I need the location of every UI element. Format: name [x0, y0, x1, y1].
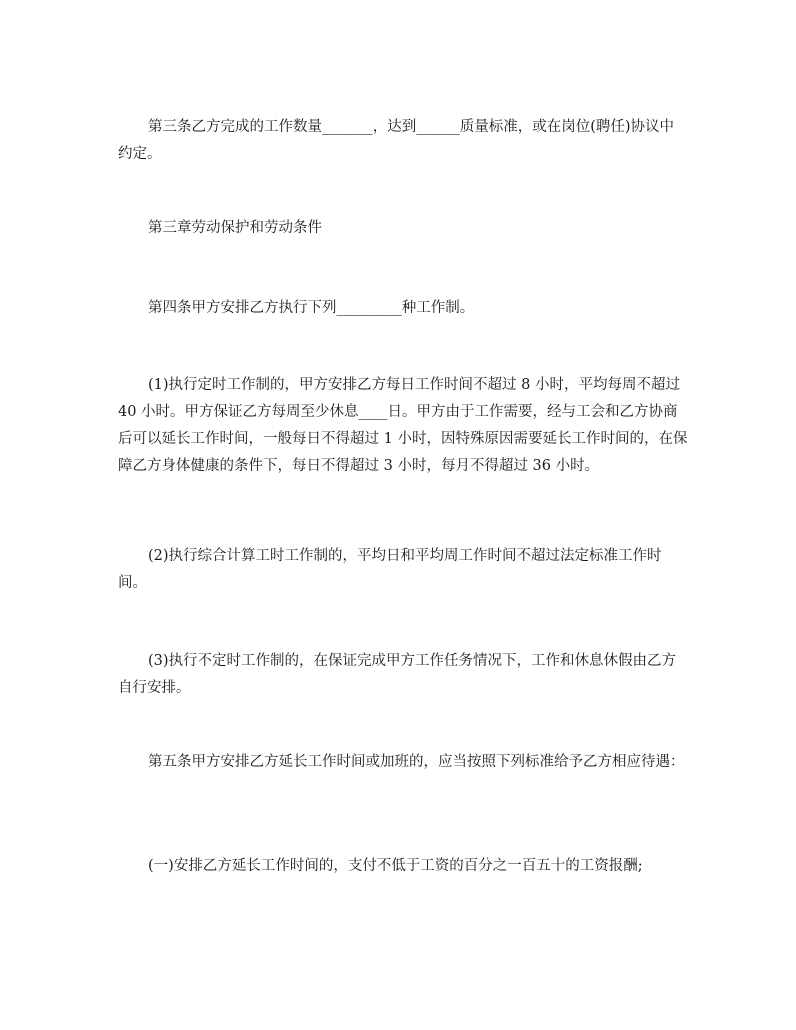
article-5-paragraph: 第五条甲方安排乙方延长工作时间或加班的，应当按照下列标准给予乙方相应待遇： — [148, 754, 685, 770]
flexible-hours-clause: (3)执行不定时工作制的，在保证完成甲方工作任务情况下，工作和休息休假由乙方自行安排。 — [118, 653, 677, 696]
chapter-3-heading: 第三章劳动保护和劳动条件 — [148, 220, 322, 236]
article-3-paragraph: 第三条乙方完成的工作数量_______，达到______质量标准，或在岗位(聘任)协议中约定。 — [118, 119, 675, 162]
comprehensive-hours-clause: (2)执行综合计算工时工作制的，平均日和平均周工作时间不超过法定标准工作时间。 — [118, 548, 662, 591]
overtime-pay-item-1: (一)安排乙方延长工作时间的，支付不低于工资的百分之一百五十的工资报酬; — [148, 858, 643, 874]
article-4-paragraph: 第四条甲方安排乙方执行下列_________种工作制。 — [148, 300, 475, 316]
fixed-hours-clause: (1)执行定时工作制的，甲方安排乙方每日工作时间不超过 8 小时，平均每周不超过 40 小时。甲方保证乙方每周至少休息____日。甲方由于工作需要，经与工会和乙方协商后可以延长工作时间，一般每日不得超过 1 小时，因特殊原因需要延长工作时间的，在保障乙方身体健康的条件下，每日不得超过 3 小时，每月不得超过 36 小时。 — [118, 377, 688, 474]
